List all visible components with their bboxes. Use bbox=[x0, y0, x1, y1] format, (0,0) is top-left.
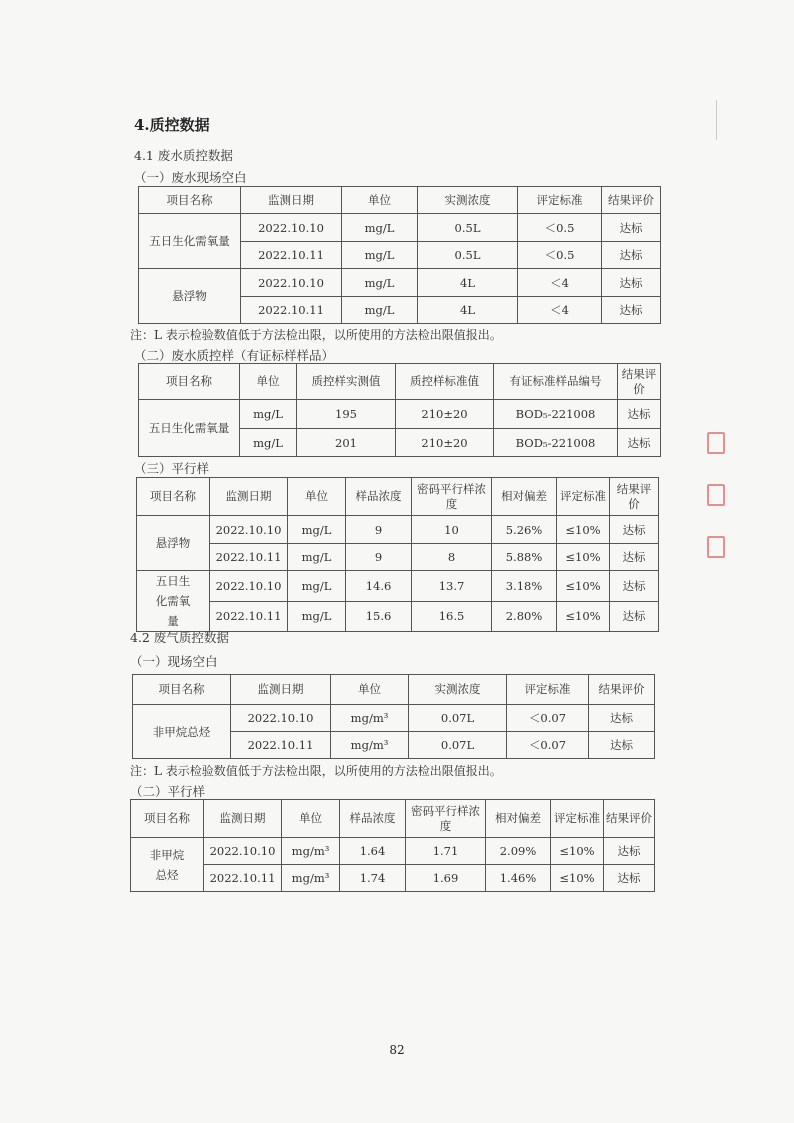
cell: 0.5L bbox=[418, 214, 518, 242]
section-4-2-title: 4.2 废气质控数据 bbox=[130, 630, 229, 645]
cell: 达标 bbox=[602, 242, 661, 269]
exhaust-parallel-table bbox=[130, 799, 655, 892]
table-4-note: 注：L 表示检验数值低于方法检出限，以所使用的方法检出限值报出。 bbox=[130, 764, 502, 778]
cell: mg/m³ bbox=[331, 732, 409, 759]
table-header-row bbox=[133, 675, 655, 705]
col-header: 样品浓度 bbox=[346, 478, 412, 516]
col-header: 监测日期 bbox=[231, 675, 331, 705]
cell: 2022.10.11 bbox=[241, 242, 342, 269]
cell: 2022.10.11 bbox=[210, 601, 288, 632]
cell: mg/m³ bbox=[331, 705, 409, 732]
scan-edge-line bbox=[716, 100, 717, 140]
cell: 4L bbox=[418, 297, 518, 324]
col-header: 有证标准样品编号 bbox=[494, 364, 618, 400]
cell: 2022.10.10 bbox=[241, 269, 342, 297]
cell: ＜4 bbox=[518, 297, 602, 324]
col-header: 单位 bbox=[240, 364, 297, 400]
col-header: 单位 bbox=[288, 478, 346, 516]
cell: 达标 bbox=[610, 601, 659, 632]
col-header: 监测日期 bbox=[204, 800, 282, 838]
cell: BOD₅-221008 bbox=[494, 400, 618, 429]
cell: 2022.10.10 bbox=[210, 571, 288, 602]
cell: 2.80% bbox=[492, 601, 557, 632]
col-header: 单位 bbox=[342, 187, 418, 214]
table-1-note: 注：L 表示检验数值低于方法检出限，以所使用的方法检出限值报出。 bbox=[130, 328, 502, 342]
cell: 10 bbox=[412, 516, 492, 544]
col-header: 项目名称 bbox=[133, 675, 231, 705]
cell: 8 bbox=[412, 544, 492, 571]
table-row bbox=[137, 601, 659, 632]
col-header: 评定标准 bbox=[518, 187, 602, 214]
cell: 2022.10.10 bbox=[210, 516, 288, 544]
table-header-row bbox=[139, 364, 661, 400]
cell: mg/L bbox=[342, 269, 418, 297]
cell: mg/L bbox=[342, 297, 418, 324]
cell: ＜0.5 bbox=[518, 242, 602, 269]
col-header: 密码平行样浓度 bbox=[412, 478, 492, 516]
cell: 达标 bbox=[618, 400, 661, 429]
cell: ≤10% bbox=[551, 838, 604, 865]
cell: 2022.10.11 bbox=[210, 544, 288, 571]
item-name-text: 五日生化需氧量 bbox=[155, 574, 191, 628]
col-header: 单位 bbox=[282, 800, 340, 838]
table-row bbox=[139, 214, 661, 242]
cell: 14.6 bbox=[346, 571, 412, 602]
table-5-caption: （二）平行样 bbox=[130, 784, 206, 799]
cell: 0.07L bbox=[409, 732, 507, 759]
item-name-cell: 悬浮物 bbox=[139, 269, 241, 324]
item-name-cell: 五日生化需氧量 bbox=[139, 214, 241, 269]
col-header: 实测浓度 bbox=[418, 187, 518, 214]
cell: mg/L bbox=[288, 571, 346, 602]
col-header: 样品浓度 bbox=[340, 800, 406, 838]
table-row bbox=[137, 516, 659, 544]
col-header: 相对偏差 bbox=[486, 800, 551, 838]
exhaust-blank-table bbox=[132, 674, 655, 759]
cell: 达标 bbox=[610, 571, 659, 602]
col-header: 评定标准 bbox=[557, 478, 610, 516]
wastewater-parallel-table bbox=[136, 477, 659, 632]
cell: 达标 bbox=[604, 838, 655, 865]
cell: 2022.10.11 bbox=[204, 865, 282, 892]
col-header: 单位 bbox=[331, 675, 409, 705]
cell: 达标 bbox=[618, 429, 661, 457]
cell: 5.26% bbox=[492, 516, 557, 544]
red-seal-stamp bbox=[703, 420, 725, 570]
cell: ＜0.5 bbox=[518, 214, 602, 242]
cell: 达标 bbox=[604, 865, 655, 892]
col-header: 项目名称 bbox=[131, 800, 204, 838]
table-3-caption: （三）平行样 bbox=[134, 461, 210, 476]
cell: 2022.10.11 bbox=[241, 297, 342, 324]
cell: 1.64 bbox=[340, 838, 406, 865]
item-name-cell: 非甲烷总烃 bbox=[133, 705, 231, 759]
cell: 达标 bbox=[610, 516, 659, 544]
col-header: 密码平行样浓度 bbox=[406, 800, 486, 838]
col-header: 结果评价 bbox=[610, 478, 659, 516]
col-header: 评定标准 bbox=[507, 675, 589, 705]
cell: ≤10% bbox=[557, 571, 610, 602]
cell: mg/L bbox=[342, 214, 418, 242]
cell: 1.69 bbox=[406, 865, 486, 892]
cell: 1.74 bbox=[340, 865, 406, 892]
cell: 2022.10.11 bbox=[231, 732, 331, 759]
cell: ≤10% bbox=[557, 544, 610, 571]
cell: BOD₅-221008 bbox=[494, 429, 618, 457]
col-header: 结果评价 bbox=[589, 675, 655, 705]
table-header-row bbox=[139, 187, 661, 214]
cell: mg/L bbox=[288, 544, 346, 571]
cell: mg/L bbox=[240, 429, 297, 457]
table-1-caption: （一）废水现场空白 bbox=[134, 170, 247, 185]
col-header: 质控样实测值 bbox=[297, 364, 396, 400]
col-header: 监测日期 bbox=[210, 478, 288, 516]
cell: 15.6 bbox=[346, 601, 412, 632]
section-heading: 4.质控数据 bbox=[134, 116, 210, 134]
wastewater-blank-table bbox=[138, 186, 661, 324]
cell: mg/L bbox=[288, 516, 346, 544]
cell: mg/L bbox=[342, 242, 418, 269]
cell: 2.09% bbox=[486, 838, 551, 865]
page-number: 82 bbox=[389, 1043, 405, 1057]
cell: 16.5 bbox=[412, 601, 492, 632]
col-header: 监测日期 bbox=[241, 187, 342, 214]
table-row bbox=[133, 705, 655, 732]
col-header: 质控样标准值 bbox=[396, 364, 494, 400]
cell: 0.07L bbox=[409, 705, 507, 732]
cell: 达标 bbox=[610, 544, 659, 571]
cell: 210±20 bbox=[396, 429, 494, 457]
col-header: 项目名称 bbox=[139, 187, 241, 214]
col-header: 项目名称 bbox=[137, 478, 210, 516]
section-4-1-title: 4.1 废水质控数据 bbox=[134, 148, 233, 163]
cell: ≤10% bbox=[551, 865, 604, 892]
wastewater-qc-sample-table bbox=[138, 363, 661, 457]
cell: 195 bbox=[297, 400, 396, 429]
table-row bbox=[139, 269, 661, 297]
cell: 201 bbox=[297, 429, 396, 457]
item-name-cell bbox=[137, 571, 210, 632]
cell: ≤10% bbox=[557, 601, 610, 632]
cell: 2022.10.10 bbox=[204, 838, 282, 865]
col-header: 相对偏差 bbox=[492, 478, 557, 516]
cell: 0.5L bbox=[418, 242, 518, 269]
cell: 达标 bbox=[602, 269, 661, 297]
cell: mg/L bbox=[288, 601, 346, 632]
col-header: 结果评价 bbox=[618, 364, 661, 400]
cell: 达标 bbox=[589, 732, 655, 759]
table-2-caption: （二）废水质控样（有证标样样品） bbox=[134, 348, 335, 363]
cell: 210±20 bbox=[396, 400, 494, 429]
item-name-text: 非甲烷总烃 bbox=[149, 847, 185, 882]
cell: 5.88% bbox=[492, 544, 557, 571]
cell: ＜0.07 bbox=[507, 732, 589, 759]
cell: 3.18% bbox=[492, 571, 557, 602]
cell: 4L bbox=[418, 269, 518, 297]
cell: ＜4 bbox=[518, 269, 602, 297]
cell: ＜0.07 bbox=[507, 705, 589, 732]
table-row bbox=[131, 865, 655, 892]
cell: mg/L bbox=[240, 400, 297, 429]
item-name-cell bbox=[131, 838, 204, 892]
cell: 达标 bbox=[589, 705, 655, 732]
col-header: 结果评价 bbox=[602, 187, 661, 214]
cell: 2022.10.10 bbox=[231, 705, 331, 732]
cell: 1.71 bbox=[406, 838, 486, 865]
cell: 达标 bbox=[602, 297, 661, 324]
cell: 13.7 bbox=[412, 571, 492, 602]
table-header-row bbox=[137, 478, 659, 516]
cell: 9 bbox=[346, 516, 412, 544]
item-name-cell: 悬浮物 bbox=[137, 516, 210, 571]
table-4-caption: （一）现场空白 bbox=[130, 654, 218, 669]
col-header: 结果评价 bbox=[604, 800, 655, 838]
cell: 2022.10.10 bbox=[241, 214, 342, 242]
cell: 达标 bbox=[602, 214, 661, 242]
col-header: 项目名称 bbox=[139, 364, 240, 400]
table-row bbox=[137, 571, 659, 602]
cell: 1.46% bbox=[486, 865, 551, 892]
table-header-row bbox=[131, 800, 655, 838]
col-header: 评定标准 bbox=[551, 800, 604, 838]
col-header: 实测浓度 bbox=[409, 675, 507, 705]
item-name-cell: 五日生化需氧量 bbox=[139, 400, 240, 457]
cell: ≤10% bbox=[557, 516, 610, 544]
table-row bbox=[137, 544, 659, 571]
table-row bbox=[139, 400, 661, 429]
cell: mg/m³ bbox=[282, 865, 340, 892]
table-row bbox=[131, 838, 655, 865]
cell: 9 bbox=[346, 544, 412, 571]
cell: mg/m³ bbox=[282, 838, 340, 865]
